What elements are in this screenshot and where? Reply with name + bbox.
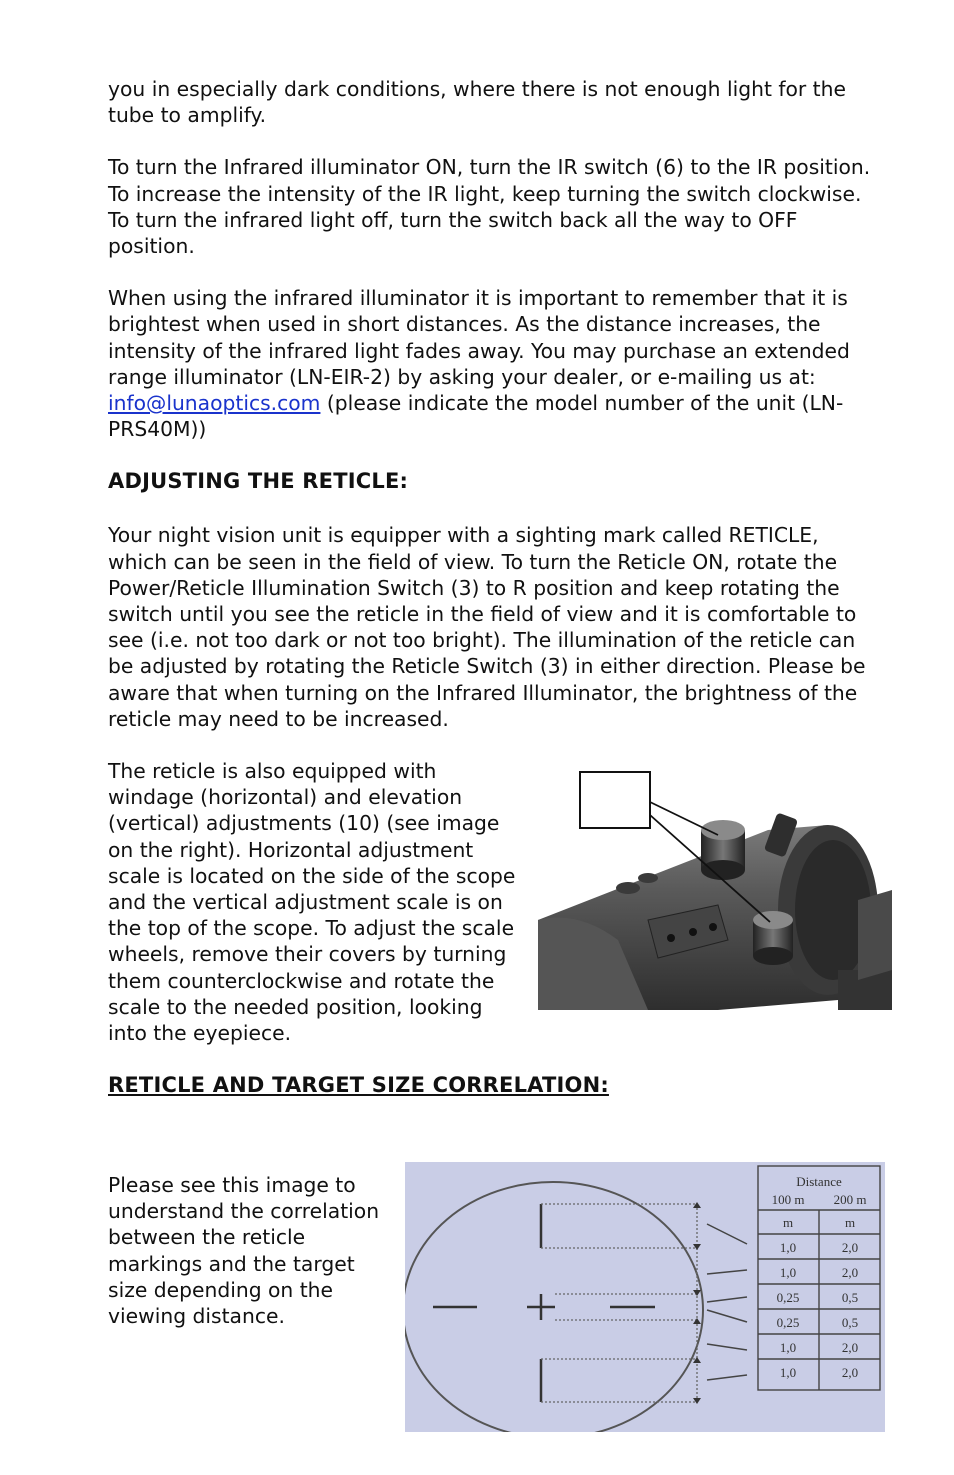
heading-adjusting-reticle: ADJUSTING THE RETICLE: (108, 469, 409, 494)
table-cell: 0,25 (776, 1315, 800, 1330)
paragraph-ir-on: To turn the Infrared illuminator ON, turn the IR switch (6) to the IR position. To increase the intensity of the IR light, keep turning the switch clockwise. To turn the infrared light off, turn the switch back all the way to OFF position. (108, 155, 871, 259)
paragraph-ir-range: When using the infrared illuminator it is important to remember that it is brightest when used in short distances. As the distance increases, the intensity of the infrared light fades away. You may purchase an extended range illuminator (LN-EIR-2) by asking your dealer, or e-mailing us at: info@lunaoptics.com (please indicate the model number of the unit (LN-PRS40M)) (108, 286, 850, 442)
table-col1: 100 m (771, 1192, 805, 1207)
table-col2: 200 m (833, 1192, 867, 1207)
table-cell: 2,0 (841, 1365, 859, 1380)
table-cell: 0,5 (841, 1315, 859, 1330)
document-page (108, 76, 878, 1126)
table-cell: 1,0 (779, 1340, 797, 1355)
paragraph-correlation: Please see this image to understand the correlation between the reticle markings and the target size depending on the viewing distance. (108, 1173, 380, 1329)
paragraph-windage: The reticle is also equipped with windage (horizontal) and elevation (vertical) adjustments (10) (see image on the right). Horizontal adjustment scale is located on the side of the scope and the vertical adjustment scale is on the top of the scope. To adjust the scale wheels, remove their covers by turning them counterclockwise and rotate the scale to the needed position, looking into the eyepiece. (108, 759, 516, 1046)
table-cell: 2,0 (841, 1240, 859, 1255)
scope-photo (538, 770, 892, 1004)
table-cell: 2,0 (841, 1265, 859, 1280)
table-cell: 0,25 (776, 1290, 800, 1305)
table-cell: 1,0 (779, 1365, 797, 1380)
table-cell: 0,5 (841, 1290, 859, 1305)
reticle-correlation-figure (405, 1162, 885, 1432)
table-unit2: m (844, 1215, 856, 1230)
table-header: Distance (796, 1174, 842, 1189)
paragraph-reticle-on: Your night vision unit is equipper with a sighting mark called RETICLE, which can be seen in the field of view. To turn the Reticle ON, rotate the Power/Reticle Illumination Switch (3) to R position and keep rotating the switch until you see the reticle in the field of view and it is comfortable to see (i.e. not too dark or not too bright). The illumination of the reticle can be adjusted by rotating the Reticle Switch (3) in either direction. Please be aware that when turning on the Infrared Illuminator, the brightness of the reticle may need to be increased. (108, 523, 866, 731)
paragraph-ir-dark: you in especially dark conditions, where there is not enough light for the tube to amplify. (108, 77, 846, 128)
table-cell: 2,0 (841, 1340, 859, 1355)
table-unit1: m (782, 1215, 794, 1230)
reticle-diagram (405, 1162, 885, 1432)
heading-reticle-correlation: RETICLE AND TARGET SIZE CORRELATION: (108, 1073, 609, 1098)
email-link[interactable]: info@lunaoptics.com (108, 391, 321, 416)
table-cell: 1,0 (779, 1265, 797, 1280)
paragraph-windage-block (108, 758, 878, 1046)
scope-illustration (538, 770, 892, 1010)
table-cell: 1,0 (779, 1240, 797, 1255)
